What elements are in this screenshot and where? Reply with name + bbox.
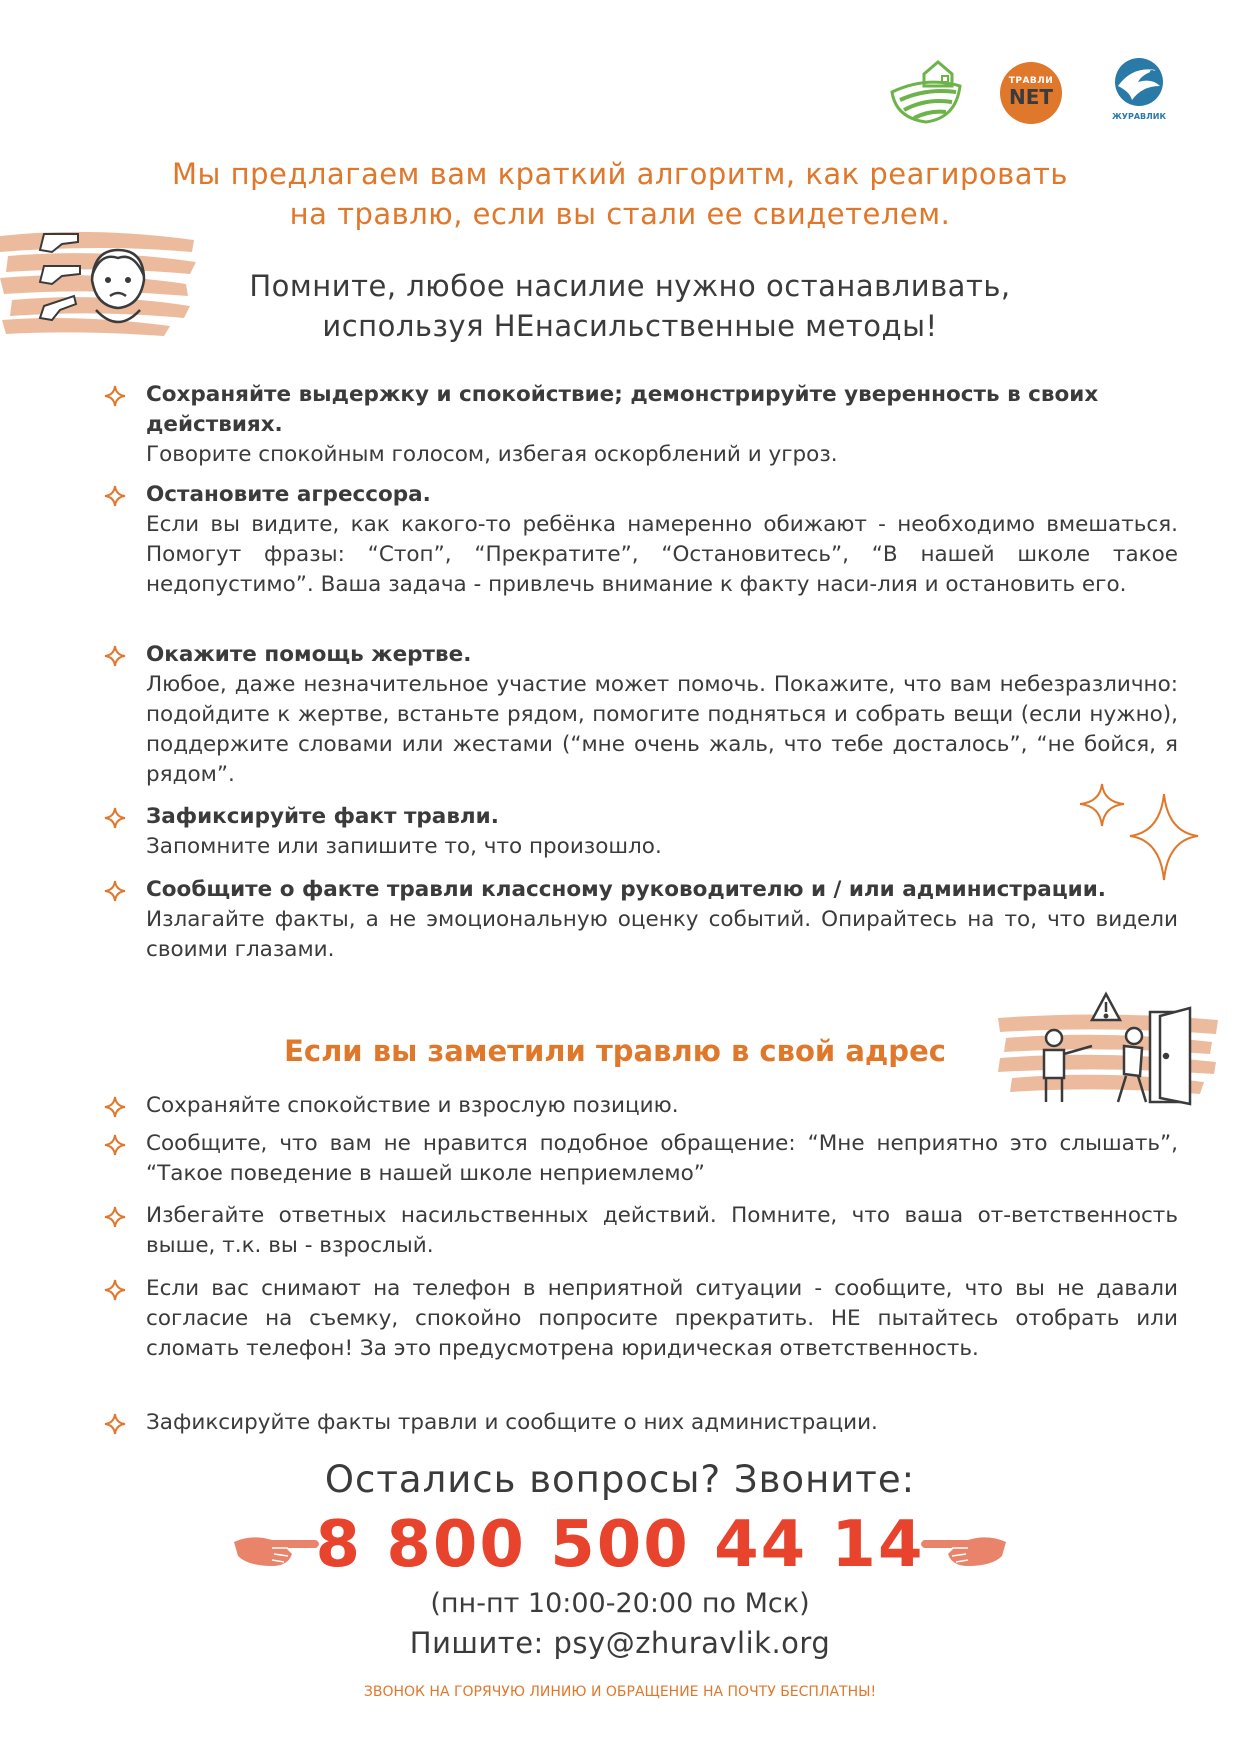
door-icon [1150,1008,1190,1104]
witness-item-text: Излагайте факты, а не эмоциональную оценку событий. Опирайтесь на то, что видели своими глазами. [146,907,1178,962]
witness-item-title: Остановите агрессора. [146,482,431,507]
witness-item-text: Любое, даже незначительное участие может помочь. Покажите, что вам небезразлично: подойдите к жертве, встаньте рядом, помогите подняться и собрать вещи (если нужно), поддержите словами или жестами (“мне очень жаль, что тебе досталось”, “не бойся, я рядом”. [146,672,1178,787]
witness-item [146,480,1178,600]
witness-item [146,640,1178,790]
self-item [146,1408,1178,1438]
witness-item-title: Сообщите о факте травли классному руководителю и / или администрации. [146,877,1106,902]
zhuravlik-label: ЖУРАВЛИК [1112,112,1166,121]
star-bullet-icon [104,645,126,667]
subhead-line-2: используя НЕнасильственные методы! [322,309,938,343]
hotline-phone[interactable]: 8 800 500 44 14 [315,1508,925,1582]
witness-item [146,875,1178,965]
self-item-text: Избегайте ответных насильственных действий. Помните, что ваша от-ветственность выше, т.к. вы - взрослый. [146,1203,1178,1258]
crane-icon [1112,56,1166,108]
self-item [146,1091,1178,1121]
witness-item [146,802,1046,862]
headline-line-2: на травлю, если вы стали ее свидетелем. [289,197,951,231]
contact-email[interactable]: Пишите: psy@zhuravlik.org [409,1626,831,1660]
self-item-text: Если вас снимают на телефон в неприятной ситуации - сообщите, что вы не давали согласие на съемку, спокойно попросите прекратить. НЕ пытайтесь отобрать или сломать телефон! За это предусмотрена юридическая ответственность. [146,1276,1178,1361]
green-house-logo [886,56,966,126]
star-bullet-icon [104,1206,126,1228]
hand-pointing-left-icon [918,1526,1008,1570]
footer-note: ЗВОНОК НА ГОРЯЧУЮ ЛИНИЮ И ОБРАЩЕНИЕ НА ПОЧТУ БЕСПЛАТНЫ! [363,1684,877,1700]
self-item-text: Зафиксируйте факты травли и сообщите о них администрации. [146,1410,878,1435]
star-bullet-icon [104,1096,126,1118]
travli-net-top: ТРАВЛИ [1008,76,1054,86]
star-bullet-icon [104,807,126,829]
witness-item-text: Если вы видите, как какого-то ребёнка намеренно обижают - необходимо вмешаться. Помогут фразы: “Стоп”, “Прекратите”, “Остановитесь”, “В нашей школе такое недопустимо”. Ваша задача - привлечь внимание к факту наси-лия и остановить его. [146,512,1178,597]
witness-item-title: Окажите помощь жертве. [146,642,472,667]
hotline-hours: (пн-пт 10:00-20:00 по Мск) [430,1588,810,1619]
travli-net-logo [1000,62,1062,124]
headline-line-1: Мы предлагаем вам краткий алгоритм, как реагировать [172,157,1068,191]
witness-item-text: Запомните или запишите то, что произошло. [146,834,662,859]
witness-item [146,380,1178,470]
pointing-hands-illustration [0,222,200,342]
contact-question: Остались вопросы? Звоните: [324,1458,916,1501]
travli-net-bottom: NET [1008,85,1054,109]
self-item [146,1201,1178,1261]
self-item [146,1274,1178,1364]
star-bullet-icon [104,880,126,902]
star-bullet-icon [104,1134,126,1156]
witness-item-title: Сохраняйте выдержку и спокойствие; демонстрируйте уверенность в своих действиях. [146,382,1099,437]
subhead [180,266,1080,346]
star-bullet-icon [104,1413,126,1435]
self-item-text: Сохраняйте спокойствие и взрослую позицию. [146,1093,679,1118]
self-item [146,1129,1178,1189]
warning-icon [1092,994,1120,1020]
star-bullet-icon [104,385,126,407]
witness-item-title: Зафиксируйте факт травли. [146,804,499,829]
sparkle-stars-icon [1080,780,1200,890]
star-bullet-icon [104,485,126,507]
zhuravlik-logo [1104,56,1174,132]
self-item-text: Сообщите, что вам не нравится подобное обращение: “Мне неприятно это слышать”, “Такое поведение в нашей школе неприемлемо” [146,1131,1178,1186]
headline [90,154,1150,234]
subhead-line-1: Помните, любое насилие нужно останавливать, [249,269,1011,303]
section-2-title: Если вы заметили травлю в свой адрес [284,1034,946,1068]
witness-item-text: Говорите спокойным голосом, избегая оскорблений и угроз. [146,442,838,467]
star-bullet-icon [104,1279,126,1301]
